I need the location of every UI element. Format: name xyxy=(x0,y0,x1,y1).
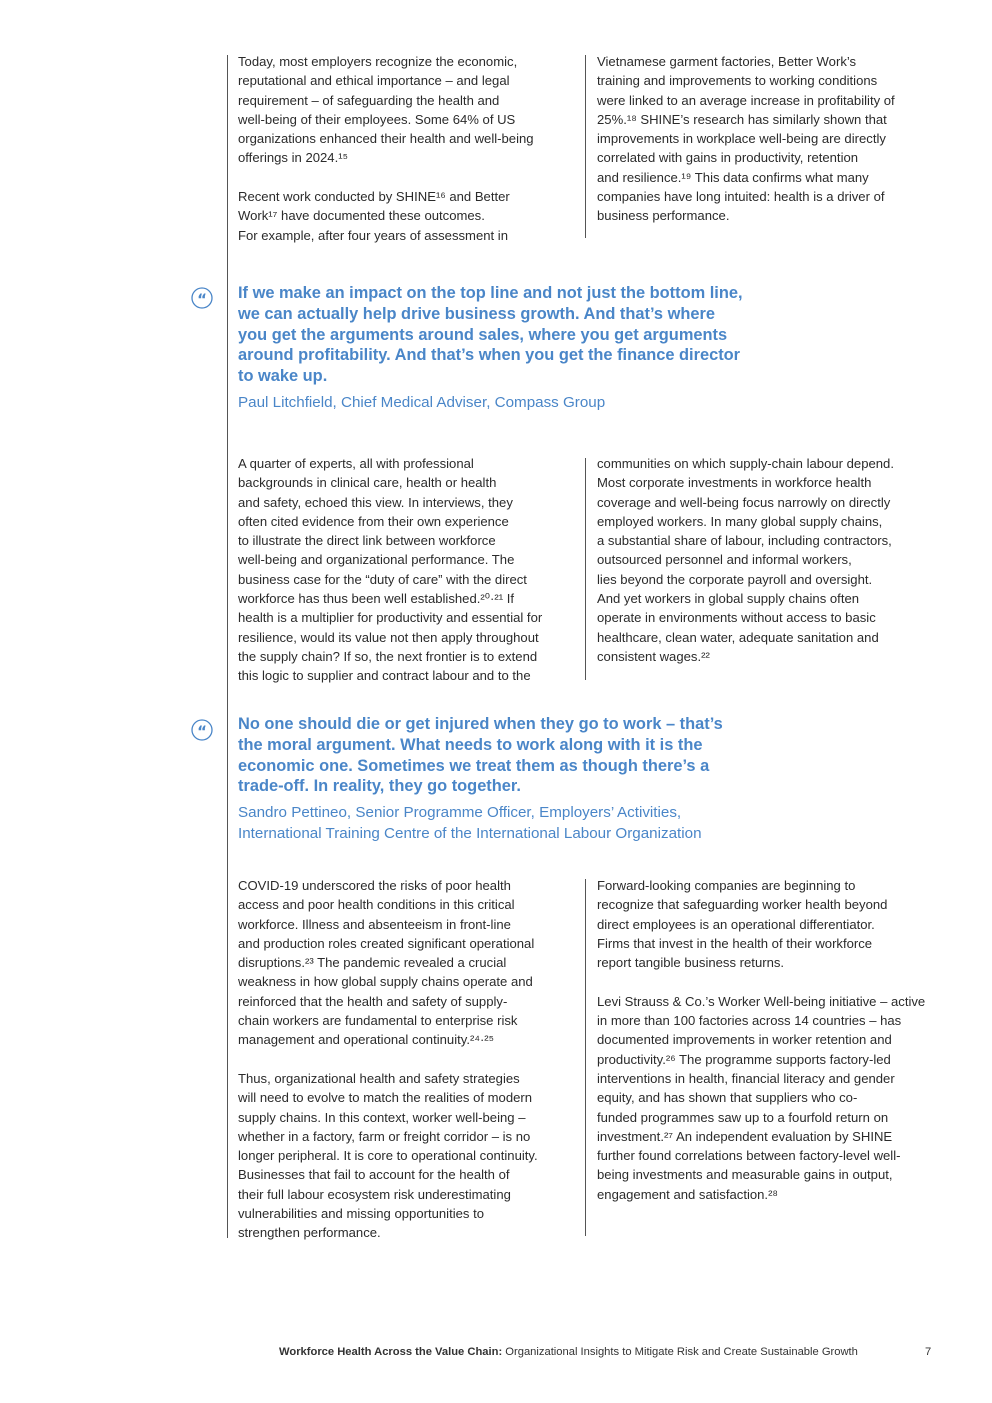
footer-title-rest: Organizational Insights to Mitigate Risk and Create Sustainable Growth xyxy=(502,1346,858,1358)
svg-text:“: “ xyxy=(197,722,207,741)
quote-text: No one should die or get injured when they go to work – that’s the moral argument. What needs to work along with it is the economic one. Sometimes we treat them as though there’s a trade-off. In reality, they go together. xyxy=(238,715,723,796)
quote-attribution: Paul Litchfield, Chief Medical Adviser, Compass Group xyxy=(238,393,606,411)
quote-attribution: Sandro Pettineo, Senior Programme Officer, Employers’ Activities, International Training Centre of the International Labour Organization xyxy=(238,804,702,842)
svg-text:“: “ xyxy=(197,290,207,309)
paragraph: Thus, organizational health and safety strategies will need to evolve to match the realities of modern supply chains. In this context, worker well-being – whether in a factory, farm or freight corridor – is no longer peripheral. It is core to operational continuity. Businesses that fail to account for the health of their full labour ecosystem risk underestimating vulnerabilities and missing opportunities to strengthen performance. xyxy=(238,1070,538,1241)
quote-icon xyxy=(191,287,213,309)
section2-left-column xyxy=(238,454,583,686)
running-footer xyxy=(279,1346,858,1358)
pull-quote xyxy=(238,714,798,844)
column-divider xyxy=(585,458,586,680)
section3-right-column xyxy=(597,876,942,1204)
paragraph: communities on which supply-chain labour depend. Most corporate investments in workforce health coverage and well-being focus narrowly on directly employed workers. In many global supply chains, a substantial share of labour, including contractors, outsourced personnel and informal workers, lies beyond the corporate payroll and oversight. And yet workers in global supply chains often operate in environments without access to basic healthcare, clean water, adequate sanitation and consistent wages.²² xyxy=(597,456,894,664)
pull-quote xyxy=(238,283,798,413)
section3-left-column xyxy=(238,876,583,1243)
paragraph: Levi Strauss & Co.’s Worker Well-being initiative – active in more than 100 factories across 14 countries – has documented improvements in worker retention and productivity.²⁶ The programme supports factory-led interventions in health, financial literacy and gender equity, and has shown that suppliers who co- funded programmes saw up to a fourfold return on investment.²⁷ An independent evaluation by SHINE further found correlations between factory-level well- being investments and measurable gains in output, engagement and satisfaction.²⁸ xyxy=(597,993,926,1202)
quote-icon xyxy=(191,719,213,741)
quote-text: If we make an impact on the top line and not just the bottom line, we can actually help drive business growth. And that’s where you get the arguments around sales, where you get arguments around profitability. And that’s when you get the finance director to wake up. xyxy=(238,284,743,386)
paragraph: Vietnamese garment factories, Better Work’s training and improvements to working conditions were linked to an average increase in profitability of 25%.¹⁸ SHINE’s research has similarly shown that improvements in workplace well-being are directly correlated with gains in productivity, retention and resilience.¹⁹ This data confirms what many companies have long intuited: health is a driver of business performance. xyxy=(597,54,895,224)
column-divider xyxy=(585,879,586,1236)
margin-rule xyxy=(227,55,228,1238)
section1-left-column xyxy=(238,52,578,245)
section1-right-column xyxy=(597,52,942,226)
paragraph: A quarter of experts, all with professional backgrounds in clinical care, health or health and safety, echoed this view. In interviews, they often cited evidence from their own experience to illustrate the direct link between workforce well-being and organizational performance. The business case for the “duty of care” with the direct workforce has thus been well established.²⁰·²¹ If health is a multiplier for productivity and essential for resilience, would its value not then apply throughout the supply chain? If so, the next frontier is to extend this logic to supplier and contract labour and to the xyxy=(238,456,543,684)
paragraph: COVID-19 underscored the risks of poor health access and poor health conditions in this critical workforce. Illness and absenteeism in front-line and production roles created significant operational disruptions.²³ The pandemic revealed a crucial weakness in how global supply chains operate and reinforced that the health and safety of supply- chain workers are fundamental to enterprise risk management and operational continuity.²⁴·²⁵ xyxy=(238,878,535,1048)
column-divider xyxy=(585,55,586,238)
page-number: 7 xyxy=(925,1346,932,1358)
footer-title-bold: Workforce Health Across the Value Chain: xyxy=(279,1346,503,1358)
paragraph: Today, most employers recognize the economic, reputational and ethical importance – and legal requirement – of safeguarding the health and well-being of their employees. Some 64% of US organizations enhanced their health and well-being offerings in 2024.¹⁵ xyxy=(238,54,534,166)
paragraph: Forward-looking companies are beginning to recognize that safeguarding worker health beyond direct employees is an operational differentiator. Firms that invest in the health of their workforce report tangible business returns. xyxy=(597,878,888,971)
paragraph: Recent work conducted by SHINE¹⁶ and Better Work¹⁷ have documented these outcomes. For example, after four years of assessment in xyxy=(238,189,510,243)
section2-right-column xyxy=(597,454,942,666)
